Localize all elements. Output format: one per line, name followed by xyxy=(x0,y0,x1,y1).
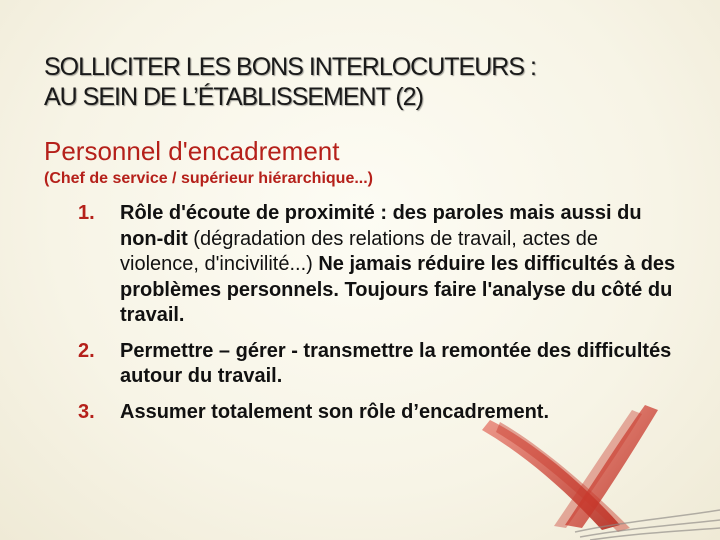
list-item-text-bold: Rôle d'écoute de proximité : des paroles mais aussi du non-dit xyxy=(120,202,642,250)
list-item xyxy=(78,339,678,390)
slide-title xyxy=(44,52,694,112)
section-subnote: (Chef de service / supérieur hiérarchique...) xyxy=(44,170,373,187)
section-heading: Personnel d'encadrement xyxy=(44,136,340,166)
list-item-number: 1. xyxy=(78,202,95,224)
list-item-text: (dégradation des relations de travail, actes de violence, d'incivilité...) xyxy=(120,227,598,275)
list-item xyxy=(78,201,678,329)
list-item-text-bold: Ne jamais réduire les difficultés à des problèmes personnels. Toujours faire l'analyse du côté du travail. xyxy=(120,253,676,326)
list-item-number: 3. xyxy=(78,400,95,423)
red-x-logo-icon xyxy=(470,400,720,540)
x-strokes xyxy=(482,405,658,532)
title-line-1: SOLLICITER LES BONS INTERLOCUTEURS : xyxy=(44,53,536,81)
list-item-text-bold: Permettre – gérer - transmettre la remontée des difficultés autour du travail. xyxy=(120,339,672,387)
list-item-text-bold: Assumer totalement son rôle d’encadrement. xyxy=(120,400,550,423)
list-item-number: 2. xyxy=(78,339,95,362)
title-line-2: AU SEIN DE L’ÉTABLISSEMENT (2) xyxy=(44,83,423,111)
